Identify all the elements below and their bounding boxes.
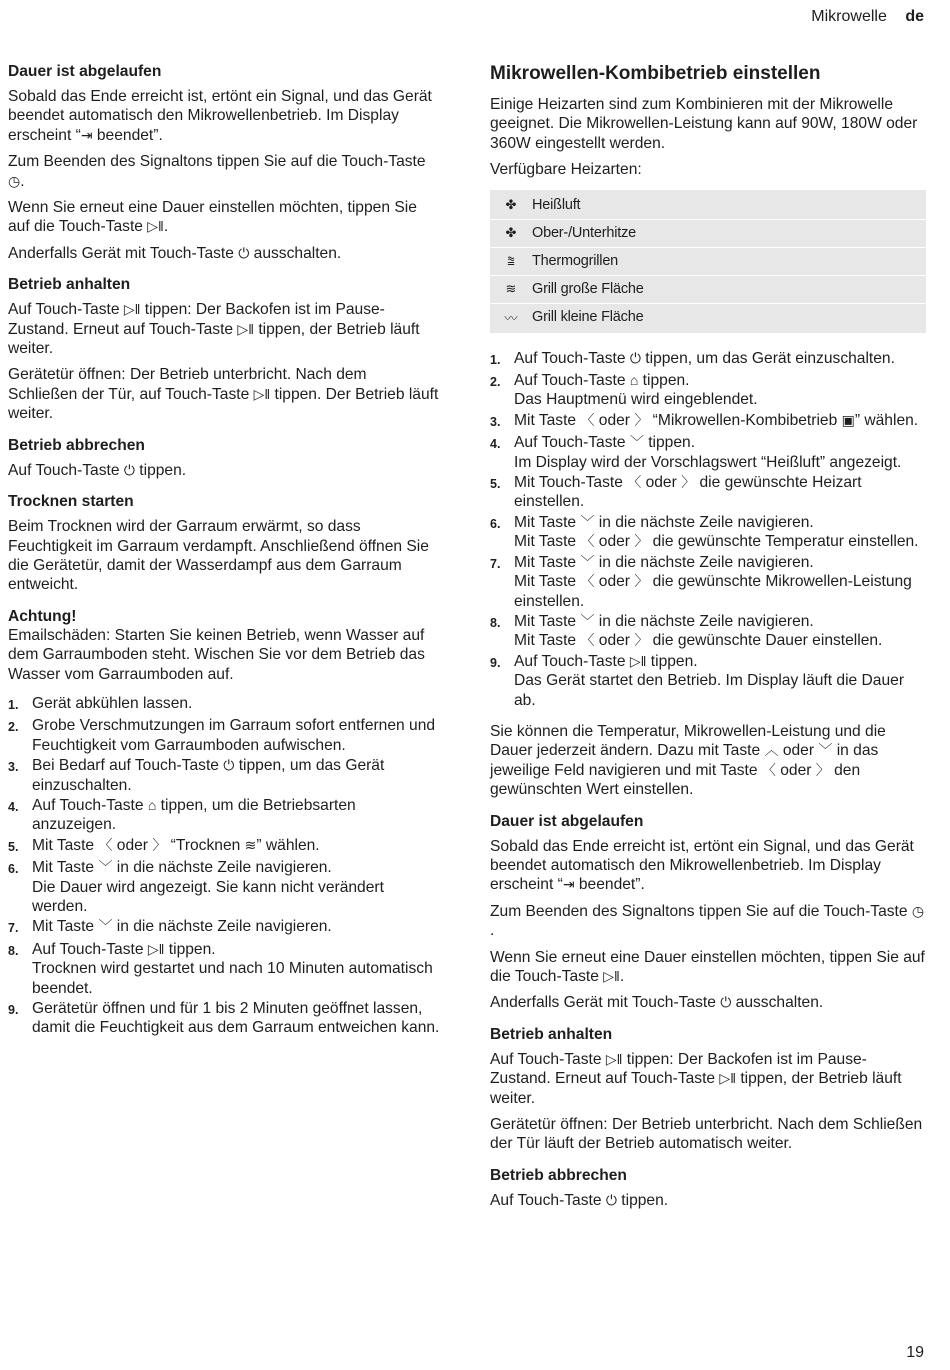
- text: Auf Touch-Taste: [32, 796, 148, 814]
- step-number: 1.: [8, 697, 19, 712]
- list-item: [490, 652, 926, 710]
- paragraph: [490, 722, 926, 800]
- text: die gewünschte Heizart einstellen.: [514, 474, 862, 511]
- text: tippen: Der Backofen ist im Pause-Zustand. Erneut auf Touch-Taste: [8, 301, 385, 338]
- step-number: 9.: [8, 1003, 19, 1018]
- step-number: 2.: [490, 375, 501, 390]
- text: Mit Taste: [514, 553, 581, 571]
- chevron-down-icon: ﹀: [580, 612, 595, 629]
- text: .: [20, 172, 25, 190]
- step-text: Gerätetür öffnen und für 1 bis 2 Minuten geöffnet lassen, damit die Feuchtigkeit aus dem Garraum entweichen kann.: [32, 1000, 440, 1037]
- language-code: de: [905, 8, 924, 25]
- text: Gerätetür öffnen: Der Betrieb unterbricht. Nach dem Schließen der Tür, auf Touch-Taste: [8, 366, 367, 403]
- end-arrow-icon: ⇥: [562, 876, 575, 893]
- heating-mode-row: [490, 192, 926, 220]
- text: Mit Taste: [514, 632, 581, 650]
- step-text: [514, 411, 926, 432]
- text: oder: [778, 742, 819, 760]
- text: .: [619, 968, 625, 985]
- chevron-right-icon: 〉: [681, 474, 696, 491]
- text: ausschalten.: [731, 994, 824, 1012]
- text: Zum Beenden des Signaltons tippen Sie auf die Touch-Taste: [8, 153, 426, 171]
- list-item: [8, 999, 440, 1038]
- section-title: Betrieb abbrechen: [8, 436, 145, 454]
- list-item: [490, 433, 926, 472]
- chevron-left-icon: 〈: [580, 411, 595, 428]
- list-item: [490, 553, 926, 611]
- text: Mit Taste: [514, 533, 581, 551]
- play-pause-icon: ▷‖: [629, 652, 647, 669]
- chevron-right-icon: 〉: [634, 632, 649, 649]
- text: oder: [641, 474, 682, 492]
- paragraph: [8, 300, 440, 358]
- text: ” wählen.: [854, 411, 919, 429]
- grill-large-icon: ≋: [505, 281, 517, 297]
- text: tippen. Der Betrieb läuft weiter.: [8, 385, 439, 423]
- text: Mit Taste: [32, 859, 99, 877]
- chevron-up-icon: ︿: [764, 742, 779, 759]
- home-icon: ⌂: [629, 372, 639, 389]
- chevron-right-icon: 〉: [152, 836, 167, 853]
- chevron-right-icon: 〉: [634, 411, 649, 428]
- steps-list: [490, 349, 926, 710]
- play-pause-icon: ▷‖: [603, 968, 620, 984]
- text: tippen.: [616, 1191, 669, 1209]
- text: oder: [112, 836, 153, 854]
- paragraph: [8, 198, 440, 237]
- text: tippen.: [638, 372, 690, 390]
- step-text: [514, 349, 926, 370]
- list-item: [8, 836, 440, 857]
- step-text: [32, 836, 440, 857]
- step-number: 2.: [8, 720, 19, 735]
- step-number: 5.: [490, 477, 501, 492]
- text: die gewünschte Temperatur einstellen.: [648, 533, 919, 551]
- step-text: Grobe Verschmutzungen im Garraum sofort entfernen und Feuchtigkeit vom Garraumboden aufwischen.: [32, 717, 436, 754]
- text: in die nächste Zeile navigieren.: [594, 513, 814, 531]
- paragraph: [490, 1191, 926, 1210]
- thermo-grill-icon: ⩰: [507, 253, 515, 269]
- play-pause-icon: ▷‖: [719, 1070, 736, 1087]
- section-title: Betrieb anhalten: [490, 1025, 613, 1043]
- steps-list: [8, 694, 440, 1038]
- heating-modes-table: [490, 190, 926, 333]
- step-number: 9.: [490, 655, 501, 670]
- text: Mit Taste: [514, 513, 581, 531]
- list-item: [8, 940, 440, 998]
- step-text: [32, 796, 440, 835]
- page-header: [811, 8, 924, 26]
- text: in die nächste Zeile navigieren.: [112, 918, 332, 936]
- paragraph: [8, 365, 440, 423]
- heating-mode-label: Thermogrillen: [532, 253, 619, 270]
- step-number: 6.: [8, 862, 19, 877]
- text: Die Dauer wird angezeigt. Sie kann nicht verändert werden.: [32, 878, 384, 915]
- list-item: [490, 513, 926, 552]
- text: tippen.: [646, 652, 698, 670]
- section-title: Betrieb abbrechen: [490, 1166, 627, 1184]
- step-text: [514, 513, 926, 552]
- text: tippen.: [134, 461, 187, 479]
- text: .: [163, 218, 169, 236]
- left-column: [8, 62, 440, 1039]
- paragraph: [8, 152, 440, 191]
- text: Zum Beenden des Signaltons tippen Sie auf die Touch-Taste: [490, 902, 912, 920]
- list-item: [8, 694, 440, 715]
- text: den gewünschten Wert einstellen.: [490, 761, 861, 799]
- section-title: Dauer ist abgelaufen: [8, 63, 162, 80]
- heating-mode-label: Ober-/Unterhitze: [532, 225, 636, 242]
- chevron-right-icon: 〉: [815, 761, 830, 778]
- power-icon: ⏻: [605, 1191, 617, 1208]
- text: Sobald das Ende erreicht ist, ertönt ein Signal, und das Gerät beendet automatisch den Mikrowellenbetrieb. Im Display erscheint “: [490, 837, 914, 894]
- text: Mit Taste: [514, 411, 581, 429]
- list-item: [490, 371, 926, 410]
- power-icon: ⏻: [238, 244, 250, 261]
- text: oder: [775, 761, 816, 779]
- text: Anderfalls Gerät mit Touch-Taste: [8, 244, 239, 262]
- step-number: 6.: [490, 516, 501, 531]
- step-number: 8.: [490, 615, 501, 630]
- text: Mit Taste: [514, 612, 581, 630]
- power-icon: ⏻: [123, 461, 135, 478]
- chevron-left-icon: 〈: [580, 573, 595, 590]
- text: in die nächste Zeile navigieren.: [594, 553, 814, 571]
- warning-title: Achtung!: [8, 607, 77, 625]
- text: die gewünschte Mikrowellen-Leistung einstellen.: [514, 573, 912, 610]
- step-number: 7.: [8, 921, 19, 936]
- list-item: [8, 716, 440, 755]
- section-title: Dauer ist abgelaufen: [490, 812, 644, 830]
- step-text: [514, 371, 926, 410]
- heating-mode-row: [490, 304, 926, 331]
- fan-icon: ✤: [505, 197, 517, 213]
- chevron-right-icon: 〉: [634, 533, 649, 550]
- play-pause-icon: ▷‖: [237, 320, 254, 337]
- text: in das jeweilige Feld navigieren und mit Taste: [490, 742, 879, 779]
- text: tippen, der Betrieb läuft weiter.: [490, 1070, 902, 1107]
- home-icon: ⌂: [147, 796, 157, 813]
- text: Das Hauptmenü wird eingeblendet.: [514, 391, 758, 409]
- step-text: [514, 553, 926, 611]
- step-number: 4.: [490, 437, 501, 452]
- paragraph: [8, 461, 440, 480]
- text: Auf Touch-Taste: [514, 349, 630, 367]
- play-pause-icon: ▷‖: [123, 301, 141, 318]
- text: “Mikrowellen-Kombibetrieb: [648, 411, 842, 429]
- text: tippen, um das Gerät einzuschalten.: [32, 757, 385, 794]
- paragraph: [8, 87, 440, 145]
- text: die gewünschte Dauer einstellen.: [648, 632, 883, 650]
- text: in die nächste Zeile navigieren.: [112, 859, 332, 877]
- page-number: 19: [906, 1344, 924, 1361]
- step-number: 7.: [490, 556, 501, 571]
- paragraph: Gerätetür öffnen: Der Betrieb unterbricht. Nach dem Schließen der Tür läuft der Betrieb automatisch weiter.: [490, 1116, 923, 1153]
- text: beendet”.: [574, 876, 645, 894]
- paragraph: Beim Trocknen wird der Garraum erwärmt, so dass Feuchtigkeit im Garraum verdampft. Anschließend öffnen Sie die Gerätetür, damit der Wasserdampf aus dem Garraum entweicht.: [8, 518, 429, 594]
- heating-mode-row: [490, 276, 926, 304]
- warning-text: Emailschäden: Starten Sie keinen Betrieb, wenn Wasser auf dem Garraumboden steht. Wischen Sie vor dem Betrieb das Wasser vom Garraumboden auf.: [8, 626, 425, 683]
- step-text: [32, 756, 440, 795]
- text: Das Gerät startet den Betrieb. Im Display läuft die Dauer ab.: [514, 672, 905, 709]
- step-number: 3.: [8, 760, 19, 775]
- text: oder: [594, 411, 635, 429]
- text: tippen.: [643, 434, 696, 452]
- text: oder: [594, 573, 635, 591]
- text: Mit Taste: [32, 836, 99, 854]
- step-text: [514, 473, 926, 512]
- heating-mode-label: Grill kleine Fläche: [532, 309, 644, 326]
- text: Auf Touch-Taste: [514, 652, 630, 670]
- chevron-left-icon: 〈: [580, 632, 595, 649]
- step-number: 4.: [8, 799, 19, 814]
- heating-mode-row: [490, 220, 926, 248]
- text: Trocknen wird gestartet und nach 10 Minuten automatisch beendet.: [32, 960, 433, 997]
- chevron-left-icon: 〈: [627, 474, 642, 491]
- chevron-left-icon: 〈: [98, 836, 113, 853]
- text: Auf Touch-Taste: [32, 940, 148, 958]
- paragraph: [490, 948, 926, 987]
- list-item: [8, 796, 440, 835]
- step-text: [514, 612, 926, 651]
- chevron-right-icon: 〉: [634, 573, 649, 590]
- text: Auf Touch-Taste: [8, 301, 124, 319]
- power-icon: ⏻: [629, 349, 641, 366]
- clock-icon: ◷: [8, 172, 21, 189]
- play-pause-icon: ▷‖: [605, 1050, 623, 1067]
- play-pause-icon: ▷‖: [147, 218, 164, 235]
- text: Sobald das Ende erreicht ist, ertönt ein Signal, und das Gerät beendet automatisch den Mikrowellenbetrieb. Im Display erscheint “: [8, 88, 432, 144]
- text: Mit Taste: [32, 918, 99, 936]
- text: Auf Touch-Taste: [514, 372, 630, 390]
- paragraph: [490, 902, 926, 941]
- text: oder: [594, 632, 635, 650]
- power-icon: ⏻: [223, 757, 235, 774]
- text: Sie können die Temperatur, Mikrowellen-Leistung und die Dauer jederzeit ändern. Dazu mit Taste: [490, 722, 886, 760]
- right-column: [490, 62, 926, 1217]
- text: tippen, der Betrieb läuft weiter.: [8, 320, 420, 358]
- end-arrow-icon: ⇥: [80, 126, 93, 143]
- text: Bei Bedarf auf Touch-Taste: [32, 757, 224, 775]
- drying-icon: ≋: [244, 836, 257, 853]
- list-item: [490, 411, 926, 432]
- text: Mit Taste: [514, 573, 581, 591]
- section-title: Betrieb anhalten: [8, 276, 131, 294]
- list-item: [490, 612, 926, 651]
- heating-mode-row: [490, 248, 926, 276]
- list-item: [8, 917, 440, 938]
- list-item: [8, 756, 440, 795]
- section-name: Mikrowelle: [811, 8, 887, 25]
- list-item: [490, 349, 926, 370]
- step-text: [514, 652, 926, 710]
- step-number: 5.: [8, 839, 19, 854]
- chevron-left-icon: 〈: [580, 533, 595, 550]
- paragraph: Einige Heizarten sind zum Kombinieren mit der Mikrowelle geeignet. Die Mikrowellen-Leistung kann auf 90W, 180W oder 360W eingestellt werden.: [490, 96, 918, 152]
- step-text: [514, 433, 926, 472]
- clock-icon: ◷: [911, 902, 925, 919]
- text: Auf Touch-Taste: [8, 461, 124, 479]
- text: Auf Touch-Taste: [490, 1191, 606, 1209]
- text: Im Display wird der Vorschlagswert “Heißluft” angezeigt.: [514, 453, 902, 471]
- step-text: Gerät abkühlen lassen.: [32, 694, 193, 712]
- paragraph: Verfügbare Heizarten:: [490, 161, 642, 179]
- step-number: 8.: [8, 943, 19, 958]
- list-item: [8, 858, 440, 916]
- heating-mode-label: Grill große Fläche: [532, 281, 644, 298]
- text: Anderfalls Gerät mit Touch-Taste: [490, 994, 721, 1012]
- step-number: 1.: [490, 352, 501, 367]
- text: “Trocknen: [166, 836, 245, 854]
- text: tippen, um die Betriebsarten anzuzeigen.: [32, 796, 356, 834]
- text: in die nächste Zeile navigieren.: [594, 612, 814, 630]
- chevron-down-icon: ﹀: [580, 553, 595, 570]
- text: ” wählen.: [256, 836, 320, 854]
- paragraph: [8, 244, 440, 263]
- text: tippen, um das Gerät einzuschalten.: [640, 349, 895, 367]
- list-item: [490, 473, 926, 512]
- power-icon: ⏻: [720, 994, 732, 1011]
- step-number: 3.: [490, 414, 501, 429]
- step-text: [32, 917, 440, 938]
- text: Auf Touch-Taste: [514, 434, 630, 452]
- grill-small-icon: 〰: [504, 310, 518, 326]
- chevron-down-icon: ﹀: [98, 918, 113, 935]
- chevron-down-icon: ﹀: [580, 513, 595, 530]
- text: .: [490, 922, 495, 940]
- chevron-down-icon: ﹀: [98, 859, 113, 876]
- text: ausschalten.: [249, 244, 342, 262]
- section-title: Trocknen starten: [8, 493, 134, 511]
- paragraph: [490, 993, 926, 1012]
- step-text: [32, 858, 440, 916]
- text: beendet”.: [92, 126, 163, 144]
- play-pause-icon: ▷‖: [147, 940, 165, 957]
- play-pause-icon: ▷‖: [253, 385, 271, 402]
- microwave-combi-icon: ▣: [841, 411, 855, 428]
- text: tippen: Der Backofen ist im Pause-Zustand. Erneut auf Touch-Taste: [490, 1050, 867, 1088]
- text: Wenn Sie erneut eine Dauer einstellen möchten, tippen Sie auf die Touch-Taste: [490, 948, 925, 985]
- top-bottom-heat-icon: ✤: [505, 225, 517, 241]
- text: tippen.: [164, 940, 216, 958]
- page-title: Mikrowellen-Kombibetrieb einstellen: [490, 63, 821, 84]
- heating-mode-label: Heißluft: [532, 197, 581, 214]
- step-text: [32, 940, 440, 998]
- text: Mit Touch-Taste: [514, 474, 628, 492]
- text: Wenn Sie erneut eine Dauer einstellen möchten, tippen Sie auf die Touch-Taste: [8, 199, 417, 236]
- chevron-left-icon: 〈: [761, 761, 776, 778]
- text: Auf Touch-Taste: [490, 1050, 606, 1068]
- chevron-down-icon: ﹀: [818, 742, 833, 759]
- paragraph: [490, 1050, 926, 1108]
- text: oder: [594, 533, 635, 551]
- chevron-down-icon: ﹀: [629, 434, 644, 451]
- paragraph: [490, 837, 926, 895]
